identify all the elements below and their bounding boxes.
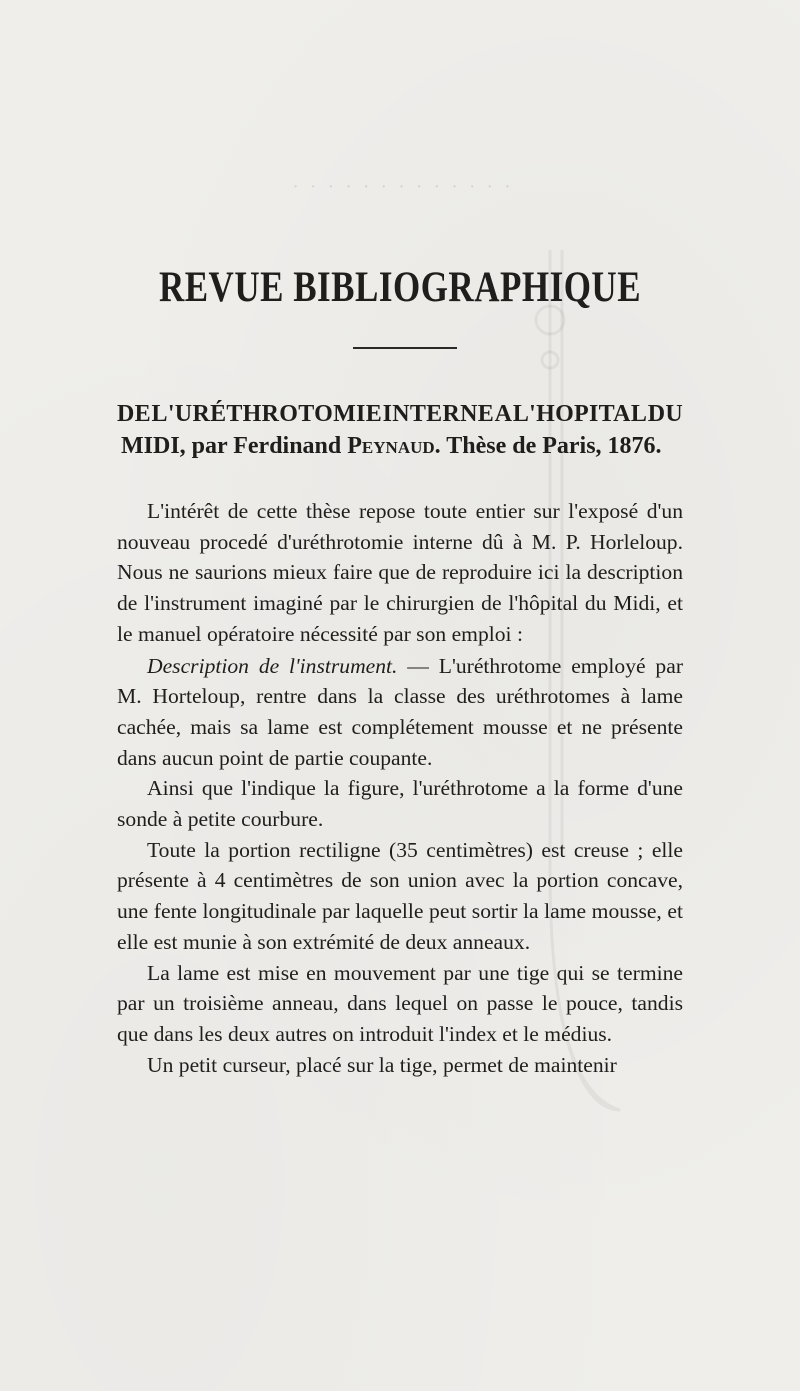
heading-word: INTERNE bbox=[382, 401, 495, 427]
heading-word: L'URÉTHROTOMIE bbox=[151, 401, 382, 427]
article-heading-line-1 bbox=[117, 398, 683, 430]
author-name: Peynaud bbox=[347, 433, 435, 459]
paragraph: Un petit curseur, placé sur la tige, permet de maintenir bbox=[147, 1052, 617, 1077]
paragraph bbox=[117, 651, 683, 774]
title-divider bbox=[353, 347, 457, 349]
paragraph: Ainsi que l'indique la figure, l'uréthrotome a la forme d'une sonde à petite courbure. bbox=[117, 776, 683, 832]
heading-text: . Thèse de Paris, 1876. bbox=[434, 433, 662, 459]
paragraph: Toute la portion rectiligne (35 centimètres) est creuse ; elle présente à 4 centimètres de son union avec la portion concave, une fente longitudinale par laquelle peut sortir la lame mousse, et elle est munie à son extrémité de deux anneaux. bbox=[117, 837, 683, 954]
article-heading bbox=[117, 398, 683, 462]
heading-word: DU bbox=[647, 401, 683, 427]
heading-text: MIDI, par Ferdinand bbox=[121, 433, 348, 459]
paragraph-text: — L'uréthrotome employé par M. Horteloup, rentre dans la classe des uréthrotomes à lame cachée, mais sa lame est complétement mousse et ne présente dans aucun point de partie coupante. bbox=[117, 653, 684, 770]
paragraph: La lame est mise en mouvement par une tige qui se termine par un troisième anneau, dans lequel on passe le pouce, tandis que dans les deux autres on introduit l'index et le médius. bbox=[117, 960, 683, 1046]
article-body bbox=[117, 496, 683, 1080]
show-through-running-head: · · · · · · · · · · · · · bbox=[289, 176, 511, 198]
heading-word: A bbox=[494, 401, 513, 427]
section-label: Description de l'instrument. bbox=[147, 653, 398, 678]
paragraph: L'intérêt de cette thèse repose toute entier sur l'exposé d'un nouveau procedé d'uréthrotomie interne dû à M. P. Horleloup. Nous ne saurions mieux faire que de reproduire ici la description de l'instrument imaginé par le chirurgien de l'hôpital du Midi, et le manuel opératoire nécessité par son emploi : bbox=[117, 499, 683, 646]
heading-word: DE bbox=[117, 401, 151, 427]
heading-word: L'HOPITAL bbox=[512, 401, 648, 427]
article-heading-line-2 bbox=[117, 430, 683, 462]
page-title: REVUE BIBLIOGRAPHIQUE bbox=[158, 262, 642, 311]
